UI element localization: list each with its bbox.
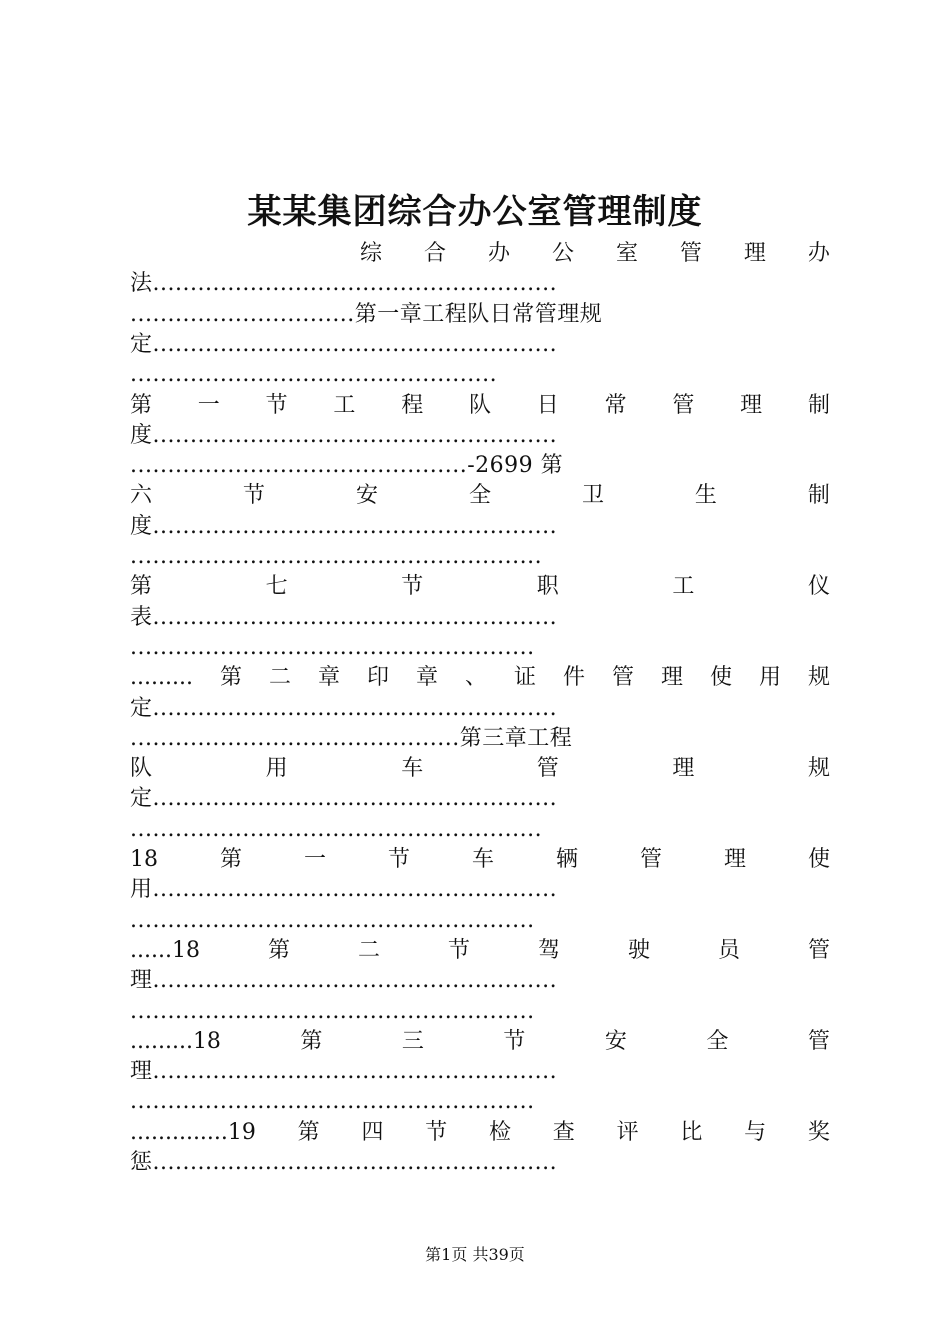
- toc-token: 二: [268, 665, 291, 690]
- toc-token: 办: [807, 241, 830, 266]
- toc-token: 第: [219, 665, 242, 690]
- toc-token: .........: [130, 665, 193, 690]
- toc-text: 定......................................................: [130, 696, 558, 721]
- toc-token: 室: [615, 241, 638, 266]
- toc-text: ..............................第一章工程队日常管理规: [130, 302, 603, 327]
- toc-token: .........18: [130, 1029, 221, 1054]
- toc-line: [130, 1026, 830, 1058]
- toc-token: 理: [740, 393, 763, 418]
- toc-line: [130, 390, 830, 422]
- toc-line: [130, 844, 830, 876]
- toc-token: 理: [672, 756, 695, 781]
- toc-text: ............................................第三章工程: [130, 726, 573, 751]
- toc-line: [130, 571, 830, 603]
- toc-text: .................................................: [130, 362, 498, 387]
- toc-token: 全: [468, 483, 491, 508]
- toc-token: ......18: [130, 938, 200, 963]
- toc-text: ......................................................: [130, 1089, 535, 1114]
- toc-token: 管: [807, 1029, 830, 1054]
- toc-text: 惩......................................................: [130, 1150, 558, 1175]
- toc-token: 章: [415, 665, 438, 690]
- toc-line: [130, 996, 830, 1028]
- toc-line: [130, 268, 830, 300]
- toc-token: 第: [219, 847, 242, 872]
- toc-token: 、: [464, 665, 487, 690]
- toc-token: 职: [536, 574, 559, 599]
- toc-token: 安: [355, 483, 378, 508]
- toc-token: 节: [387, 847, 410, 872]
- toc-line: [130, 299, 830, 331]
- toc-text: 定......................................................: [130, 786, 558, 811]
- toc-text: 用......................................................: [130, 877, 558, 902]
- toc-token: 三: [401, 1029, 424, 1054]
- toc-token: 安: [604, 1029, 627, 1054]
- toc-line: [130, 935, 830, 967]
- toc-token: 使: [709, 665, 732, 690]
- toc-line: [130, 541, 830, 573]
- toc-line: [130, 814, 830, 846]
- toc-text: 表......................................................: [130, 605, 558, 630]
- toc-token: 全: [706, 1029, 729, 1054]
- toc-token: 使: [807, 847, 830, 872]
- toc-line: [130, 1086, 830, 1118]
- toc-token: 理: [723, 847, 746, 872]
- toc-token: 合: [423, 241, 446, 266]
- toc-token: 节: [425, 1120, 448, 1145]
- toc-line: [130, 1147, 830, 1179]
- document-title: 某某集团综合办公室管理制度: [247, 192, 703, 232]
- toc-text: 度......................................................: [130, 423, 558, 448]
- toc-text: 法......................................................: [130, 271, 558, 296]
- toc-token: 一: [303, 847, 326, 872]
- page-footer: 第1页 共39页: [425, 1245, 525, 1264]
- toc-token: 队: [468, 393, 491, 418]
- toc-text: 定......................................................: [130, 332, 558, 357]
- toc-text: ......................................................: [130, 635, 535, 660]
- toc-line: [130, 632, 830, 664]
- toc-line: [130, 753, 830, 785]
- toc-line: [130, 1117, 830, 1149]
- toc-line: [130, 783, 830, 815]
- toc-line: [130, 511, 830, 543]
- toc-token: 管: [536, 756, 559, 781]
- toc-text: 度......................................................: [130, 514, 558, 539]
- toc-text: ......................................................: [130, 908, 535, 933]
- toc-token: 理: [743, 241, 766, 266]
- toc-token: 二: [357, 938, 380, 963]
- toc-line: [130, 602, 830, 634]
- toc-line: [360, 238, 830, 270]
- toc-text: .......................................................: [130, 817, 543, 842]
- toc-token: 查: [552, 1120, 575, 1145]
- toc-token: 规: [807, 665, 830, 690]
- toc-token: 印: [366, 665, 389, 690]
- toc-line: [130, 359, 830, 391]
- toc-token: 综: [360, 241, 383, 266]
- toc-token: 件: [562, 665, 585, 690]
- toc-token: 与: [744, 1120, 767, 1145]
- toc-token: 车: [471, 847, 494, 872]
- toc-token: 公: [551, 241, 574, 266]
- toc-token: 制: [807, 393, 830, 418]
- toc-token: 驾: [537, 938, 560, 963]
- toc-token: 工: [672, 574, 695, 599]
- toc-token: 一: [197, 393, 220, 418]
- toc-line: [130, 480, 830, 512]
- toc-text: 理......................................................: [130, 968, 558, 993]
- toc-line: [130, 420, 830, 452]
- toc-token: 检: [489, 1120, 512, 1145]
- toc-token: 18: [130, 847, 158, 872]
- toc-line: [130, 450, 830, 482]
- toc-line: [130, 874, 830, 906]
- toc-token: 第: [297, 1120, 320, 1145]
- toc-token: 卫: [581, 483, 604, 508]
- toc-text: .............................................-2699 第: [130, 453, 564, 478]
- toc-token: 四: [361, 1120, 384, 1145]
- toc-token: 节: [401, 574, 424, 599]
- toc-token: 第: [267, 938, 290, 963]
- toc-token: 辆: [555, 847, 578, 872]
- toc-token: 工: [333, 393, 356, 418]
- toc-token: 节: [242, 483, 265, 508]
- toc-token: 规: [807, 756, 830, 781]
- toc-line: [130, 723, 830, 755]
- toc-token: 管: [672, 393, 695, 418]
- toc-token: 节: [447, 938, 470, 963]
- toc-token: 理: [660, 665, 683, 690]
- toc-text: .......................................................: [130, 544, 543, 569]
- toc-token: 车: [401, 756, 424, 781]
- toc-token: 第: [300, 1029, 323, 1054]
- toc-token: 办: [487, 241, 510, 266]
- toc-token: 节: [265, 393, 288, 418]
- toc-token: ..............19: [130, 1120, 256, 1145]
- toc-token: 第: [130, 393, 153, 418]
- toc-token: 比: [680, 1120, 703, 1145]
- toc-token: 员: [717, 938, 740, 963]
- toc-token: 章: [317, 665, 340, 690]
- toc-token: 管: [807, 938, 830, 963]
- toc-token: 用: [265, 756, 288, 781]
- toc-token: 日: [536, 393, 559, 418]
- toc-token: 六: [130, 483, 153, 508]
- toc-token: 管: [639, 847, 662, 872]
- toc-token: 常: [604, 393, 627, 418]
- toc-token: 仪: [807, 574, 830, 599]
- toc-text: 理......................................................: [130, 1059, 558, 1084]
- toc-line: [130, 693, 830, 725]
- toc-text: ......................................................: [130, 999, 535, 1024]
- toc-line: [130, 905, 830, 937]
- toc-token: 制: [807, 483, 830, 508]
- toc-token: 管: [679, 241, 702, 266]
- toc-token: 驶: [627, 938, 650, 963]
- toc-token: 第: [130, 574, 153, 599]
- toc-line: [130, 662, 830, 694]
- toc-token: 评: [616, 1120, 639, 1145]
- toc-token: 程: [401, 393, 424, 418]
- toc-token: 节: [503, 1029, 526, 1054]
- toc-token: 奖: [807, 1120, 830, 1145]
- toc-token: 管: [611, 665, 634, 690]
- toc-token: 生: [694, 483, 717, 508]
- toc-line: [130, 965, 830, 997]
- toc-token: 七: [265, 574, 288, 599]
- toc-line: [130, 329, 830, 361]
- toc-token: 用: [758, 665, 781, 690]
- toc-token: 队: [130, 756, 153, 781]
- toc-token: 证: [513, 665, 536, 690]
- toc-line: [130, 1056, 830, 1088]
